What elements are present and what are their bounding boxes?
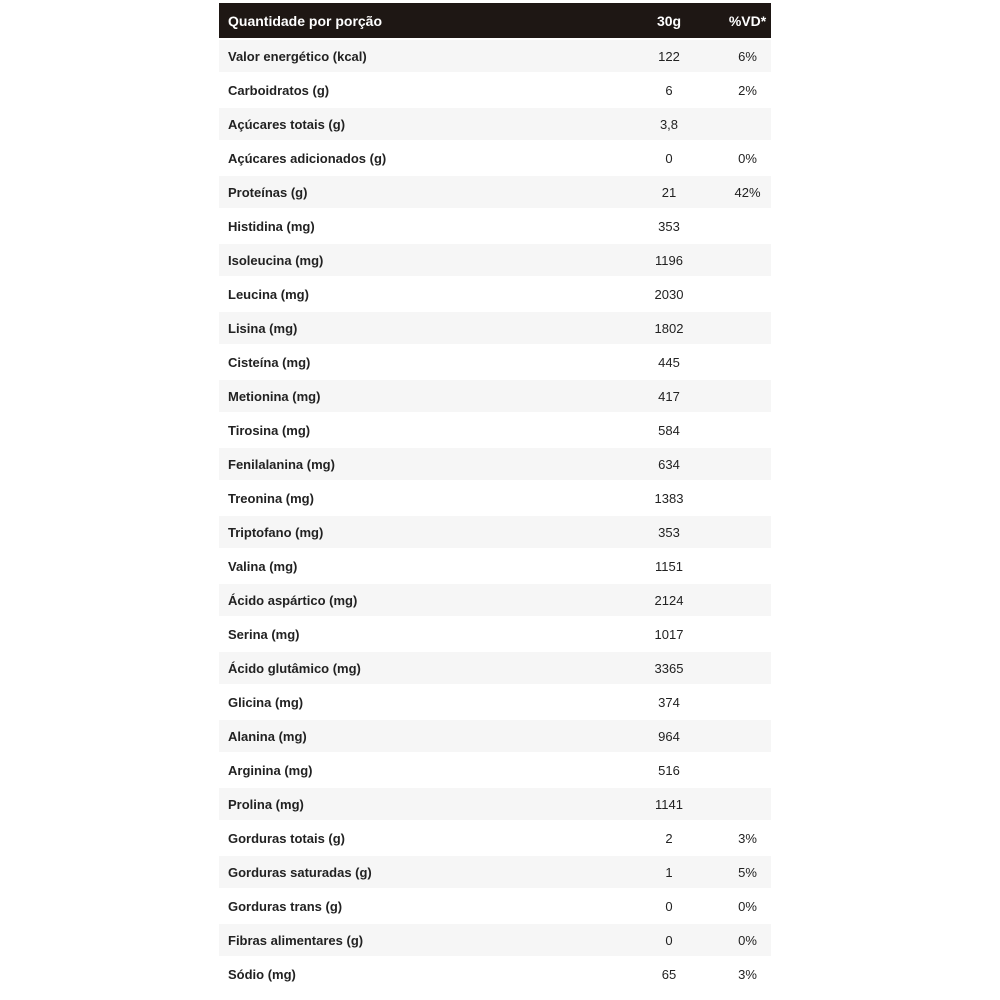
nutrient-daily-value: 0% bbox=[738, 898, 757, 914]
nutrient-name: Gorduras trans (g) bbox=[228, 898, 343, 914]
nutrient-amount: 445 bbox=[658, 354, 680, 370]
table-row bbox=[219, 482, 771, 514]
nutrient-amount: 964 bbox=[658, 728, 680, 744]
table-row bbox=[219, 856, 771, 888]
nutrition-table bbox=[219, 3, 771, 990]
nutrient-amount: 122 bbox=[658, 48, 680, 64]
table-row bbox=[219, 346, 771, 378]
nutrient-amount: 2124 bbox=[654, 592, 684, 608]
nutrient-name: Arginina (mg) bbox=[228, 762, 313, 778]
nutrient-name: Histidina (mg) bbox=[228, 218, 315, 234]
nutrient-amount: 1383 bbox=[654, 490, 684, 506]
nutrient-amount: 374 bbox=[658, 694, 680, 710]
nutrient-name: Carboidratos (g) bbox=[228, 82, 330, 98]
nutrient-amount: 634 bbox=[658, 456, 680, 472]
nutrient-amount: 21 bbox=[661, 184, 677, 200]
nutrient-name: Cisteína (mg) bbox=[228, 354, 311, 370]
nutrient-name: Ácido glutâmico (mg) bbox=[228, 660, 361, 676]
nutrient-name: Prolina (mg) bbox=[228, 796, 304, 812]
nutrient-amount: 0 bbox=[665, 932, 673, 948]
nutrient-name: Lisina (mg) bbox=[228, 320, 298, 336]
header-portion-label: Quantidade por porção bbox=[228, 12, 383, 29]
nutrient-name: Leucina (mg) bbox=[228, 286, 309, 302]
nutrient-name: Proteínas (g) bbox=[228, 184, 308, 200]
table-row bbox=[219, 312, 771, 344]
nutrient-daily-value: 0% bbox=[738, 932, 757, 948]
nutrient-name: Gorduras totais (g) bbox=[228, 830, 346, 846]
nutrient-amount: 1196 bbox=[655, 252, 683, 268]
table-row bbox=[219, 550, 771, 582]
nutrient-amount: 516 bbox=[658, 762, 680, 778]
table-row bbox=[219, 754, 771, 786]
table-row bbox=[219, 720, 771, 752]
table-row bbox=[219, 108, 771, 140]
table-row bbox=[219, 822, 771, 854]
nutrient-daily-value: 42% bbox=[734, 184, 761, 200]
nutrient-amount: 1017 bbox=[654, 626, 684, 642]
table-row bbox=[219, 686, 771, 718]
nutrient-name: Fenilalanina (mg) bbox=[228, 456, 335, 472]
nutrient-name: Ácido aspártico (mg) bbox=[228, 592, 358, 608]
nutrient-amount: 2030 bbox=[654, 286, 684, 302]
table-row bbox=[219, 652, 771, 684]
nutrient-amount: 6 bbox=[665, 82, 673, 98]
table-row bbox=[219, 788, 771, 820]
table-row bbox=[219, 380, 771, 412]
nutrient-amount: 0 bbox=[665, 898, 673, 914]
nutrient-name: Triptofano (mg) bbox=[228, 524, 324, 540]
table-row bbox=[219, 176, 771, 208]
nutrient-name: Alanina (mg) bbox=[228, 728, 307, 744]
nutrient-amount: 1802 bbox=[654, 320, 684, 336]
nutrient-name: Valor energético (kcal) bbox=[228, 48, 367, 64]
header-portion-size: 30g bbox=[656, 12, 682, 29]
nutrient-amount: 584 bbox=[658, 422, 680, 438]
nutrient-amount: 2 bbox=[665, 830, 673, 846]
nutrient-name: Gorduras saturadas (g) bbox=[228, 864, 372, 880]
nutrient-amount: 417 bbox=[658, 388, 680, 404]
nutrient-name: Treonina (mg) bbox=[228, 490, 314, 506]
nutrient-daily-value: 3% bbox=[738, 966, 757, 982]
table-row bbox=[219, 516, 771, 548]
nutrient-name: Tirosina (mg) bbox=[228, 422, 311, 438]
nutrient-name: Sódio (mg) bbox=[228, 966, 296, 982]
table-row bbox=[219, 142, 771, 174]
table-row bbox=[219, 40, 771, 72]
table-row bbox=[219, 74, 771, 106]
nutrient-name: Metionina (mg) bbox=[228, 388, 321, 404]
nutrient-amount: 353 bbox=[658, 218, 680, 234]
nutrient-name: Fibras alimentares (g) bbox=[228, 932, 364, 948]
table-row bbox=[219, 448, 771, 480]
nutrient-daily-value: 2% bbox=[738, 82, 757, 98]
nutrient-amount: 65 bbox=[661, 966, 677, 982]
nutrient-amount: 3365 bbox=[654, 660, 684, 676]
table-row bbox=[219, 414, 771, 446]
nutrient-name: Glicina (mg) bbox=[228, 694, 304, 710]
nutrient-name: Açúcares adicionados (g) bbox=[228, 150, 387, 166]
nutrient-daily-value: 5% bbox=[738, 864, 757, 880]
table-row bbox=[219, 244, 771, 276]
nutrient-amount: 3,8 bbox=[659, 116, 679, 132]
nutrient-amount: 1141 bbox=[655, 796, 683, 812]
nutrient-amount: 1 bbox=[665, 864, 673, 880]
nutrient-amount: 0 bbox=[665, 150, 673, 166]
nutrient-name: Valina (mg) bbox=[228, 558, 298, 574]
nutrient-name: Serina (mg) bbox=[228, 626, 300, 642]
table-row bbox=[219, 278, 771, 310]
table-row bbox=[219, 618, 771, 650]
table-row bbox=[219, 958, 771, 990]
header-daily-value: %VD* bbox=[728, 12, 767, 29]
table-row bbox=[219, 584, 771, 616]
nutrient-daily-value: 3% bbox=[738, 830, 757, 846]
table-row bbox=[219, 890, 771, 922]
table-row bbox=[219, 924, 771, 956]
nutrient-amount: 1151 bbox=[655, 558, 683, 574]
nutrient-daily-value: 6% bbox=[738, 48, 757, 64]
table-row bbox=[219, 210, 771, 242]
table-header bbox=[219, 3, 771, 38]
nutrient-daily-value: 0% bbox=[738, 150, 757, 166]
table-body bbox=[219, 40, 771, 990]
nutrient-amount: 353 bbox=[658, 524, 680, 540]
nutrient-name: Isoleucina (mg) bbox=[228, 252, 324, 268]
nutrient-name: Açúcares totais (g) bbox=[228, 116, 346, 132]
